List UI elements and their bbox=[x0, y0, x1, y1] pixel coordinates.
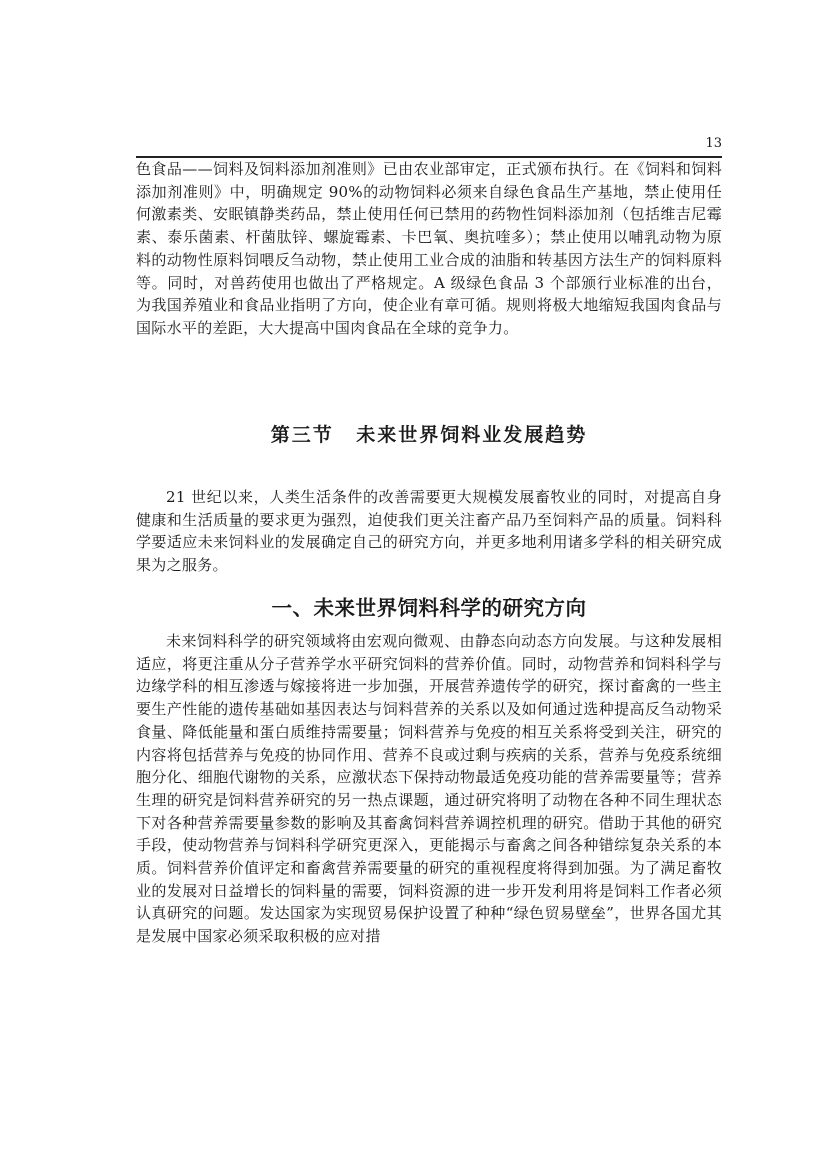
subsection-heading: 一、未来世界饲料科学的研究方向 bbox=[271, 596, 587, 620]
body-paragraph: 未来饲料科学的研究领域将由宏观向微观、由静态向动态方向发展。与这种发展相适应，将更注重从分子营养学水平研究饲料的营养价值。同时，动物营养和饲料科学与边缘学科的相互渗透与嫁接将进一步加强，开展营养遗传学的研究，探讨畜禽的一些主要生产性能的遗传基础如基因表达与饲料营养的关系以及如何通过选种提高反刍动物采食量、降低能量和蛋白质维持需要量；饲料营养与免疫的相互关系将受到关注，研究的内容将包括营养与免疫的协同作用、营养不良或过剩与疾病的关系，营养与免疫系统细胞分化、细胞代谢物的关系，应激状态下保持动物最适免疫功能的营养需要量等；营养生理的研究是饲料营养研究的另一热点课题，通过研究将明了动物在各种不同生理状态下对各种营养需要量参数的影响及其畜禽饲料营养调控机理的研究。借助于其他的研究手段，使动物营养与饲料科学研究更深入，更能揭示与畜禽之间各种错综复杂关系的本质。饲料营养价值评定和畜禽营养需要量的研究的重视程度将得到加强。为了满足畜牧业的发展对日益增长的饲料量的需要，饲料资源的进一步开发利用将是饲料工作者必须认真研究的问题。发达国家为实现贸易保护设置了种种“绿色贸易壁垒”，世界各国尤其是发展中国家必须采取积极的应对措 bbox=[136, 632, 722, 946]
body-paragraph: 色食品——饲料及饲料添加剂准则》已由农业部审定，正式颁布执行。在《饲料和饲料添加剂准则》中，明确规定 90%的动物饲料必须来自绿色食品生产基地，禁止使用任何激素类、安眠镇静类药品，禁止使用任何已禁用的药物性饲料添加剂（包括维吉尼霉素、泰乐菌素、杆菌肽锌、螺旋霉素、卡巴氧、奥抗喹多）；禁止使用以哺乳动物为原料的动物性原料饲喂反刍动物，禁止使用工业合成的油脂和转基因方法生产的饲料原料等。同时，对兽药使用也做出了严格规定。A 级绿色食品 3 个部颁行业标准的出台，为我国养殖业和食品业指明了方向，使企业有章可循。规则将极大地缩短我国肉食品与国际水平的差距，大大提高中国肉食品在全球的竞争力。 bbox=[136, 160, 722, 337]
page-number: 13 bbox=[705, 136, 722, 151]
section-heading: 第三节 未来世界饲料业发展趋势 bbox=[270, 424, 588, 446]
body-paragraph: 21 世纪以来，人类生活条件的改善需要更大规模发展畜牧业的同时，对提高自身健康和生活质量的要求更为强烈，迫使我们更关注畜产品乃至饲料产品的质量。饲料科学要适应未来饲料业的发展确定自己的研究方向，并更多地利用诸多学科的相关研究成果为之服务。 bbox=[136, 488, 722, 575]
